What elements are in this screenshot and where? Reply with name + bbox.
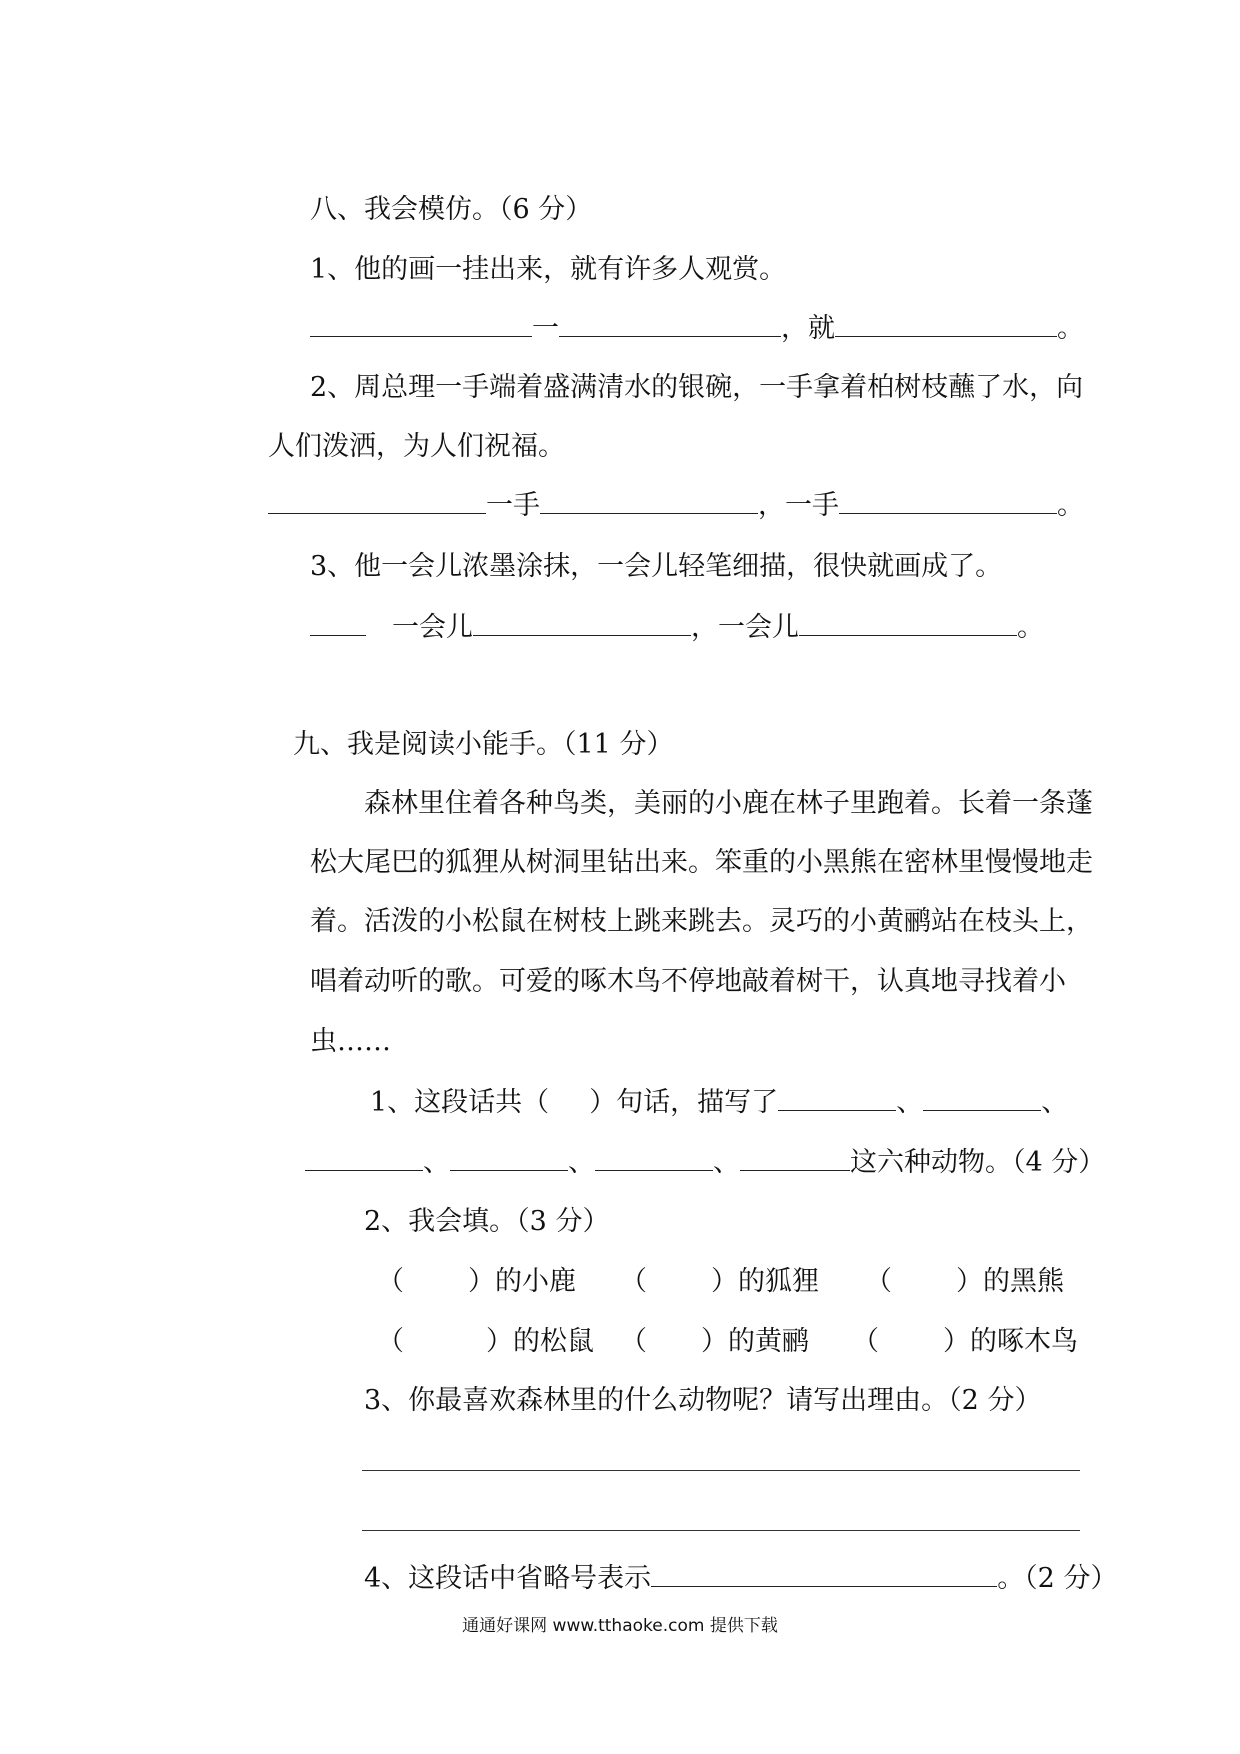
passage-line: 虫…… — [310, 1026, 391, 1057]
period: 。 — [1017, 612, 1044, 643]
passage-line: 着。活泼的小松鼠在树枝上跳来跳去。灵巧的小黄鹂站在枝头上， — [310, 906, 1093, 937]
blank[interactable] — [651, 1562, 997, 1587]
blank[interactable] — [835, 312, 1057, 337]
word: ，就 — [781, 313, 835, 344]
blank[interactable] — [540, 489, 758, 514]
blank[interactable] — [268, 489, 486, 514]
q8-3-sentence: 3、他一会儿浓墨涂抹，一会儿轻笔细描，很快就画成了。 — [310, 551, 1003, 582]
word: ）句话，描写了 — [589, 1087, 779, 1118]
fill-item-2: （ ）的狐狸 — [620, 1266, 819, 1297]
blank[interactable] — [305, 1146, 423, 1171]
period: 。 — [1057, 490, 1084, 521]
q9-3-title: 3、你最喜欢森林里的什么动物呢？请写出理由。（2 分） — [364, 1385, 1042, 1416]
word: 这六种动物。（4 分） — [850, 1147, 1106, 1178]
passage-line: 森林里住着各种鸟类，美丽的小鹿在林子里跑着。长着一条蓬 — [364, 788, 1093, 819]
word: 4、这段话中省略号表示 — [364, 1563, 652, 1594]
word: ，一手 — [758, 490, 839, 521]
passage-line: 松大尾巴的狐狸从树洞里钻出来。笨重的小黑熊在密林里慢慢地走 — [310, 847, 1093, 878]
separator: 、 — [713, 1147, 740, 1178]
section-9-title: 九、我是阅读小能手。（11 分） — [293, 729, 674, 760]
q8-2-sentence-line1: 2、周总理一手端着盛满清水的银碗，一手拿着柏树枝蘸了水，向 — [310, 372, 1084, 403]
blank[interactable] — [595, 1146, 713, 1171]
word: 。（2 分） — [997, 1563, 1118, 1594]
fill-item-5: （ ）的黄鹂 — [620, 1326, 809, 1357]
q8-1-answer-line — [310, 312, 1084, 346]
answer-rule-1[interactable] — [362, 1470, 1080, 1471]
period: 。 — [1057, 313, 1084, 344]
separator: 、 — [1041, 1087, 1069, 1118]
q8-1-sentence: 1、他的画一挂出来，就有许多人观赏。 — [310, 254, 787, 285]
q9-1-line1 — [370, 1086, 1068, 1120]
q9-2-title: 2、我会填。（3 分） — [364, 1206, 610, 1237]
page-footer: 通通好课网 www.tthaoke.com 提供下载 — [462, 1616, 778, 1636]
word: 1、这段话共（ — [370, 1087, 550, 1118]
blank[interactable] — [450, 1146, 568, 1171]
blank[interactable] — [310, 611, 366, 636]
blank[interactable] — [473, 611, 691, 636]
separator: 、 — [423, 1147, 450, 1178]
word: 一 — [532, 313, 559, 344]
blank[interactable] — [839, 489, 1057, 514]
blank[interactable] — [310, 312, 532, 337]
fill-item-3: （ ）的黑熊 — [865, 1266, 1064, 1297]
blank[interactable] — [740, 1146, 850, 1171]
q8-2-sentence-line2: 人们泼洒，为人们祝福。 — [268, 431, 565, 462]
word: 一会儿 — [392, 612, 473, 643]
word: 一手 — [486, 490, 540, 521]
fill-item-1: （ ）的小鹿 — [377, 1266, 576, 1297]
blank[interactable] — [799, 611, 1017, 636]
separator: 、 — [896, 1087, 924, 1118]
blank[interactable] — [778, 1086, 896, 1111]
word: ，一会儿 — [691, 612, 799, 643]
separator: 、 — [568, 1147, 595, 1178]
q8-3-answer-line — [310, 611, 1044, 645]
blank[interactable] — [923, 1086, 1041, 1111]
passage-line: 唱着动听的歌。可爱的啄木鸟不停地敲着树干，认真地寻找着小 — [310, 966, 1066, 997]
q9-4-line — [364, 1562, 1117, 1596]
section-8-title: 八、我会模仿。（6 分） — [310, 194, 593, 225]
fill-item-6: （ ）的啄木鸟 — [852, 1326, 1078, 1357]
q8-2-answer-line — [268, 489, 1084, 523]
fill-item-4: （ ）的松鼠 — [377, 1326, 594, 1357]
blank[interactable] — [559, 312, 781, 337]
q9-1-line2 — [305, 1146, 1105, 1180]
answer-rule-2[interactable] — [362, 1530, 1080, 1531]
